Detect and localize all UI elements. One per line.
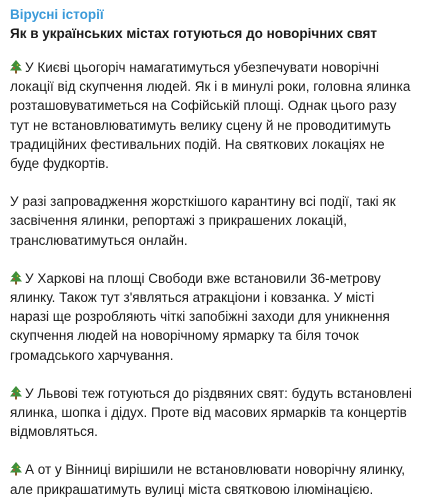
paragraph-text: А от у Вінниці вирішили не встановлювати новорічну ялинку, але прикрашатимуть вулиці міста святковою ілюмінацією. <box>10 462 406 497</box>
paragraph-kyiv <box>10 58 413 173</box>
paragraph-text: У Харкові на площі Свободи вже встановили 36-метрову ялинку. Також тут з'являться атракціони і ковзанка. У місті наразі ще розробляють чіткі запобіжні заходи для уникнення скупчення людей на новорічному ярмарку та біля точок громадського харчування. <box>10 270 390 363</box>
paragraph-lviv <box>10 384 413 442</box>
paragraph-quarantine <box>10 192 413 250</box>
christmas-tree-icon <box>10 60 22 74</box>
paragraph-text: У Києві цьогоріч намагатимуться убезпечувати новорічні локації від скупчення людей. Як і в минулі роки, головна ялинка розташовуватиметься на Софійській площі. Однак цього разу тут не встановлюватимуть велику сцену й не проводитимуть традиційних фестивальних подій. На святкових локаціях не буде фудкортів. <box>10 60 411 172</box>
post-title: Як в українських містах готуються до новорічних свят <box>10 26 378 41</box>
paragraph-text: У разі запровадження жорсткішого карантину всі події, такі як засвічення ялинки, репортажі з прикрашених локацій, транслюватимуться онлайн. <box>10 194 396 248</box>
christmas-tree-icon <box>10 386 22 400</box>
paragraph-kharkiv <box>10 269 413 365</box>
paragraph-vinnytsia <box>10 460 413 498</box>
christmas-tree-icon <box>10 271 22 285</box>
christmas-tree-icon <box>10 462 22 476</box>
paragraph-text: У Львові теж готуються до різдвяних свят: будуть встановлені ялинка, шопка і дідух. Проте від масових ярмарків та концертів відмовляться. <box>10 385 412 440</box>
channel-name[interactable]: Вірусні історії <box>10 7 104 22</box>
